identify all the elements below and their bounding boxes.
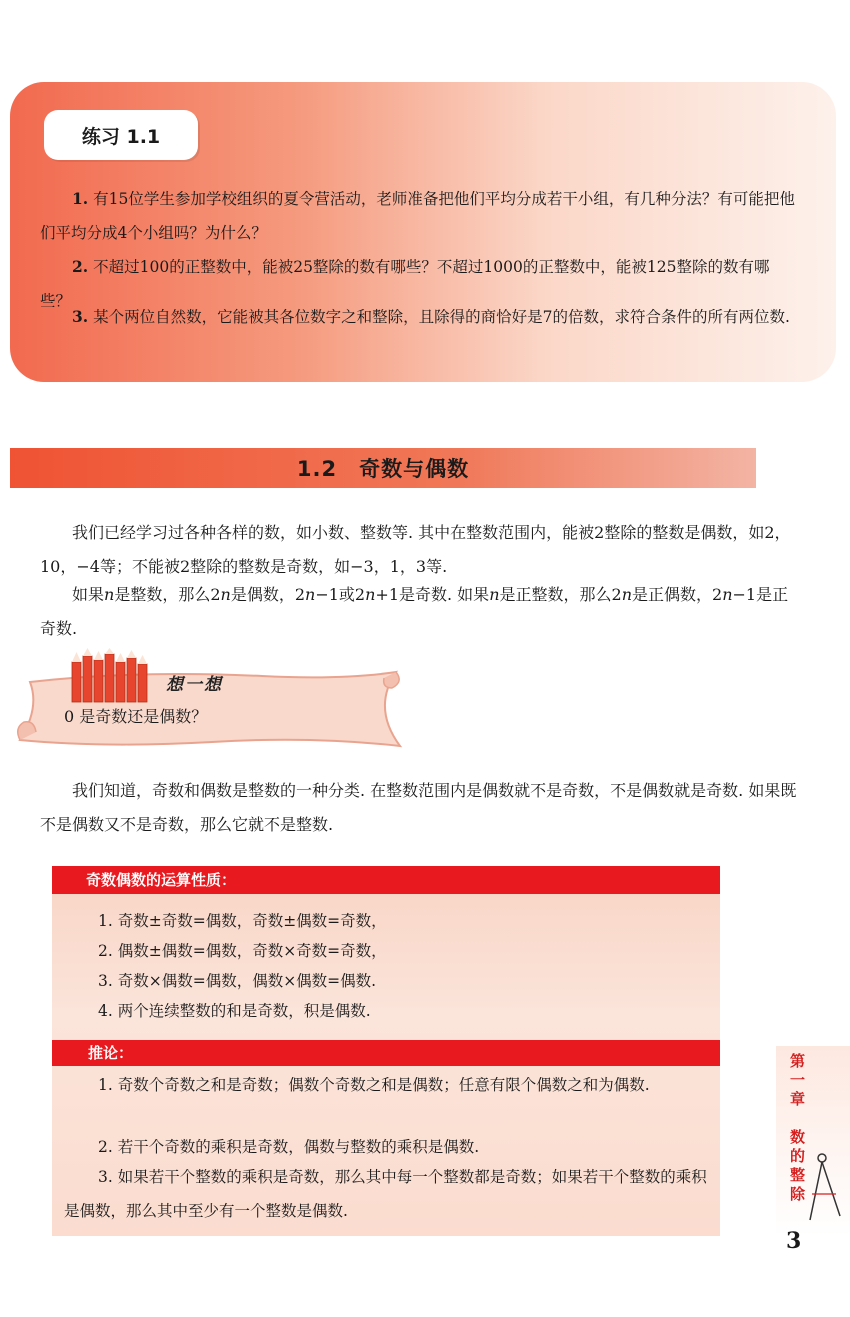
think-question: 0 是奇数还是偶数？ (64, 707, 208, 726)
chapter-label: 第一章 (790, 1052, 806, 1108)
section-title: 1.2 奇数与偶数 (296, 457, 470, 481)
property-item: 3. 奇数×偶数=偶数，偶数×偶数=偶数. (98, 972, 377, 990)
question-number: 1. (72, 189, 89, 208)
properties-header: 奇数偶数的运算性质： (86, 871, 237, 889)
compass-icon (800, 1150, 850, 1230)
question-text: 不超过100的正整数中，能被25整除的数有哪些？不超过1000的正整数中，能被125整除的数有哪些？ (40, 258, 770, 310)
think-label: 想一想 (166, 675, 223, 695)
intro-paragraph-1: 我们已经学习过各种各样的数，如小数、整数等. 其中在整数范围内，能被2整除的整数是偶数，如2，10，−4等；不能被2整除的整数是奇数，如−3，1，3等. (40, 523, 791, 576)
property-item: 1. 奇数±奇数=偶数，奇数±偶数=奇数， (98, 912, 387, 930)
exercise-tab (44, 110, 198, 160)
exercise-question-1 (40, 182, 800, 250)
page-number: 3 (786, 1228, 802, 1254)
pencils-icon (70, 648, 154, 704)
exercise-question-3 (40, 300, 800, 334)
property-item: 4. 两个连续整数的和是奇数，积是偶数. (98, 1002, 371, 1020)
corollary-item: 3. 如果若干个整数的乘积是奇数，那么其中每一个整数都是奇数；如果若干个整数的乘积是偶数，那么其中至少有一个整数是偶数. (64, 1168, 707, 1220)
classification-paragraph: 我们知道，奇数和偶数是整数的一种分类. 在整数范围内是偶数就不是奇数，不是偶数就是奇数. 如果既不是偶数又不是奇数，那么它就不是整数. (40, 781, 797, 834)
corollary-item: 2. 若干个奇数的乘积是奇数，偶数与整数的乘积是偶数. (98, 1138, 480, 1156)
question-text: 某个两位自然数，它能被其各位数字之和整除，且除得的商恰好是7的倍数，求符合条件的所有两位数. (93, 308, 790, 326)
question-number: 2. (72, 257, 89, 276)
exercise-tab-label: 练习 1.1 (81, 125, 161, 148)
question-number: 3. (72, 307, 89, 326)
question-text: 有15位学生参加学校组织的夏令营活动，老师准备把他们平均分成若干小组，有几种分法？有可能把他们平均分成4个小组吗？为什么？ (40, 190, 795, 242)
corollary-item: 1. 奇数个奇数之和是奇数；偶数个奇数之和是偶数；任意有限个偶数之和为偶数. (98, 1076, 650, 1094)
property-item: 2. 偶数±偶数=偶数，奇数×奇数=奇数， (98, 942, 387, 960)
corollary-header: 推论： (88, 1044, 134, 1062)
chapter-title: 数的整除 (790, 1128, 806, 1203)
corollary-header-bar (52, 1040, 720, 1066)
intro-paragraph-2: 如果n是整数，那么2n是偶数，2n−1或2n+1是奇数. 如果n是正整数，那么2n是正偶数，2n−1是正奇数. (40, 585, 789, 638)
